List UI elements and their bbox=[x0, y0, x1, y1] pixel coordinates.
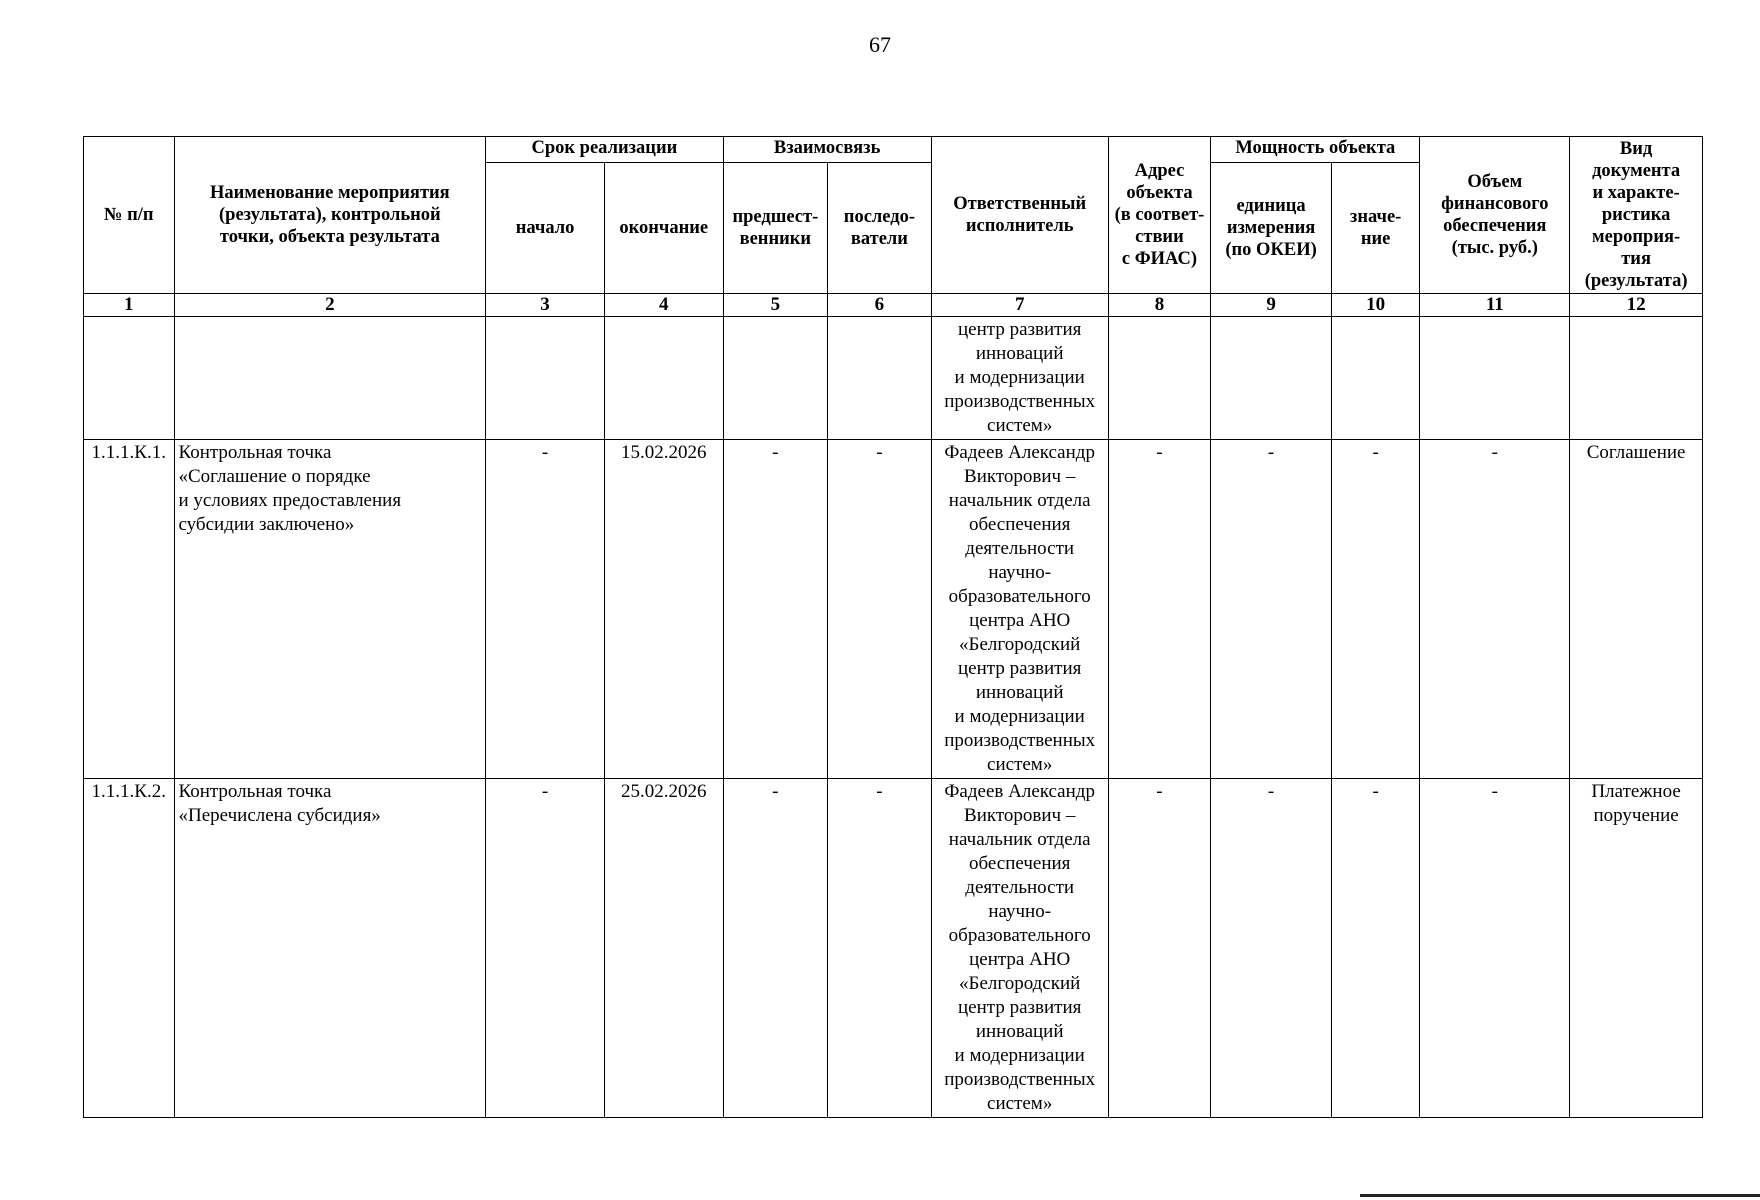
text-line: с ФИАС) bbox=[1121, 249, 1197, 269]
text-line: субсидии заключено» bbox=[178, 514, 355, 535]
text-line: и характе- bbox=[1592, 183, 1680, 203]
text-line: (результата) bbox=[1584, 271, 1688, 291]
header-group-relation: Взаимосвязь bbox=[723, 137, 931, 163]
cell-empty bbox=[84, 317, 175, 440]
header-finance bbox=[1420, 137, 1570, 294]
text-line: Наименование мероприятия bbox=[210, 183, 450, 203]
text-line: производственных bbox=[944, 391, 1096, 412]
cell-executor bbox=[931, 440, 1108, 779]
cell-empty bbox=[486, 317, 605, 440]
text-line: научно- bbox=[988, 562, 1052, 583]
header-group-period: Срок реализации bbox=[486, 137, 723, 163]
cell-empty bbox=[1570, 317, 1703, 440]
header-predecessors bbox=[723, 162, 828, 293]
column-number: 1 bbox=[84, 294, 175, 317]
text-line: венники bbox=[739, 228, 812, 249]
cell-start: - bbox=[486, 440, 605, 779]
text-line: начальник отдела bbox=[948, 829, 1091, 850]
header-successors bbox=[828, 162, 932, 293]
cell-empty bbox=[1108, 317, 1211, 440]
text-line: деятельности bbox=[965, 538, 1075, 559]
text-line: последо- bbox=[843, 206, 916, 227]
cell-empty bbox=[1211, 317, 1332, 440]
cell-empty bbox=[828, 317, 932, 440]
header-executor bbox=[931, 137, 1108, 294]
text-line: документа bbox=[1592, 161, 1681, 181]
text-line: обеспечения bbox=[968, 514, 1071, 535]
header-value bbox=[1331, 162, 1419, 293]
column-number: 5 bbox=[723, 294, 828, 317]
text-line: Контрольная точка bbox=[178, 442, 332, 463]
cell-empty bbox=[604, 317, 723, 440]
column-number: 6 bbox=[828, 294, 932, 317]
text-line: Ответственный bbox=[953, 194, 1087, 214]
text-line: измерения bbox=[1226, 217, 1316, 238]
text-line: производственных bbox=[944, 1069, 1096, 1090]
plan-table bbox=[83, 136, 1703, 1118]
text-line: и модернизации bbox=[954, 367, 1085, 388]
cell-successors: - bbox=[828, 779, 932, 1118]
cell-unit: - bbox=[1211, 440, 1332, 779]
text-line: и модернизации bbox=[954, 1045, 1085, 1066]
header-num: № п/п bbox=[84, 137, 175, 294]
cell-finance: - bbox=[1420, 779, 1570, 1118]
text-line: «Перечислена субсидия» bbox=[178, 805, 381, 826]
cell-executor bbox=[931, 779, 1108, 1118]
cell-predecessors: - bbox=[723, 779, 828, 1118]
cell-address: - bbox=[1108, 779, 1211, 1118]
cell-empty bbox=[174, 317, 486, 440]
column-number: 12 bbox=[1570, 294, 1703, 317]
header-doc-type bbox=[1570, 137, 1703, 294]
text-line: «Соглашение о порядке bbox=[178, 466, 371, 487]
header-start: начало bbox=[486, 162, 605, 293]
text-line: объекта bbox=[1126, 183, 1193, 203]
cell-end: 15.02.2026 bbox=[604, 440, 723, 779]
cell-finance: - bbox=[1420, 440, 1570, 779]
text-line: значе- bbox=[1349, 206, 1402, 227]
column-number: 4 bbox=[604, 294, 723, 317]
column-number: 7 bbox=[931, 294, 1108, 317]
text-line: Викторович – bbox=[964, 805, 1076, 826]
table-row bbox=[84, 779, 1703, 1118]
text-line: деятельности bbox=[965, 877, 1075, 898]
column-number: 9 bbox=[1211, 294, 1332, 317]
text-line: Фадеев Александр bbox=[944, 781, 1095, 802]
text-line: образовательного bbox=[948, 925, 1091, 946]
text-line: исполнитель bbox=[965, 216, 1074, 236]
text-line: поручение bbox=[1593, 805, 1679, 826]
table-row-continued bbox=[84, 317, 1703, 440]
text-line: центр развития bbox=[958, 997, 1082, 1018]
header-address bbox=[1108, 137, 1211, 294]
text-line: систем» bbox=[987, 415, 1053, 436]
text-line: и условиях предоставления bbox=[178, 490, 402, 511]
text-line: центра АНО bbox=[969, 949, 1071, 970]
page-number: 67 bbox=[869, 32, 891, 57]
text-line: инноваций bbox=[975, 343, 1064, 364]
text-line: производственных bbox=[944, 730, 1096, 751]
text-line: центра АНО bbox=[969, 610, 1071, 631]
text-line: и модернизации bbox=[954, 706, 1085, 727]
cell-empty bbox=[723, 317, 828, 440]
cell-empty bbox=[1420, 317, 1570, 440]
text-line: (по ОКЕИ) bbox=[1225, 239, 1317, 260]
cell-predecessors: - bbox=[723, 440, 828, 779]
cell-num: 1.1.1.К.2. bbox=[84, 779, 175, 1118]
text-line: Платежное bbox=[1591, 781, 1681, 802]
cell-empty bbox=[1331, 317, 1419, 440]
header-unit bbox=[1211, 162, 1332, 293]
text-line: тия bbox=[1621, 249, 1651, 269]
text-line: точки, объекта результата bbox=[219, 227, 440, 247]
text-line: (в соответ- bbox=[1114, 205, 1205, 225]
header-group-capacity: Мощность объекта bbox=[1211, 137, 1420, 163]
header-name bbox=[174, 137, 486, 294]
column-number: 10 bbox=[1331, 294, 1419, 317]
text-line: начальник отдела bbox=[948, 490, 1091, 511]
table-row bbox=[84, 440, 1703, 779]
text-line: инноваций bbox=[975, 1021, 1064, 1042]
header-end: окончание bbox=[604, 162, 723, 293]
text-line: образовательного bbox=[948, 586, 1091, 607]
text-line: обеспечения bbox=[968, 853, 1071, 874]
text-line: центр развития bbox=[958, 658, 1082, 679]
text-line: единица bbox=[1236, 195, 1306, 216]
text-line: «Белгородский bbox=[959, 973, 1081, 994]
text-line: (результата), контрольной bbox=[219, 205, 441, 225]
text-line: «Белгородский bbox=[959, 634, 1081, 655]
cell-name bbox=[174, 779, 486, 1118]
cell-name bbox=[174, 440, 486, 779]
text-line: предшест- bbox=[732, 206, 819, 227]
text-line: Соглашение bbox=[1586, 442, 1686, 463]
cell-successors: - bbox=[828, 440, 932, 779]
text-line: Вид bbox=[1619, 139, 1653, 159]
text-line: ватели bbox=[850, 228, 908, 249]
text-line: инноваций bbox=[975, 682, 1064, 703]
cell-num: 1.1.1.К.1. bbox=[84, 440, 175, 779]
text-line: научно- bbox=[988, 901, 1052, 922]
text-line: систем» bbox=[987, 754, 1053, 775]
text-line: мероприя- bbox=[1592, 227, 1681, 247]
bottom-rule bbox=[1360, 1194, 1760, 1197]
cell-address: - bbox=[1108, 440, 1211, 779]
cell-executor bbox=[931, 317, 1108, 440]
text-line: Контрольная точка bbox=[178, 781, 332, 802]
cell-start: - bbox=[486, 779, 605, 1118]
text-line: Фадеев Александр bbox=[944, 442, 1095, 463]
text-line: центр развития bbox=[958, 319, 1082, 340]
column-number: 3 bbox=[486, 294, 605, 317]
cell-value: - bbox=[1331, 779, 1419, 1118]
column-number: 11 bbox=[1420, 294, 1570, 317]
column-number: 8 bbox=[1108, 294, 1211, 317]
cell-doc-type bbox=[1570, 440, 1703, 779]
cell-value: - bbox=[1331, 440, 1419, 779]
text-line: ствии bbox=[1135, 227, 1184, 247]
column-number-row bbox=[84, 294, 1703, 317]
text-line: ние bbox=[1360, 228, 1391, 249]
text-line: финансового bbox=[1441, 194, 1549, 214]
text-line: Адрес bbox=[1134, 161, 1185, 181]
cell-doc-type bbox=[1570, 779, 1703, 1118]
cell-end: 25.02.2026 bbox=[604, 779, 723, 1118]
cell-unit: - bbox=[1211, 779, 1332, 1118]
text-line: (тыс. руб.) bbox=[1451, 238, 1538, 258]
text-line: Викторович – bbox=[964, 466, 1076, 487]
text-line: ристика bbox=[1601, 205, 1671, 225]
text-line: обеспечения bbox=[1443, 216, 1547, 236]
text-line: систем» bbox=[987, 1093, 1053, 1114]
text-line: Объем bbox=[1467, 172, 1523, 192]
column-number: 2 bbox=[174, 294, 486, 317]
